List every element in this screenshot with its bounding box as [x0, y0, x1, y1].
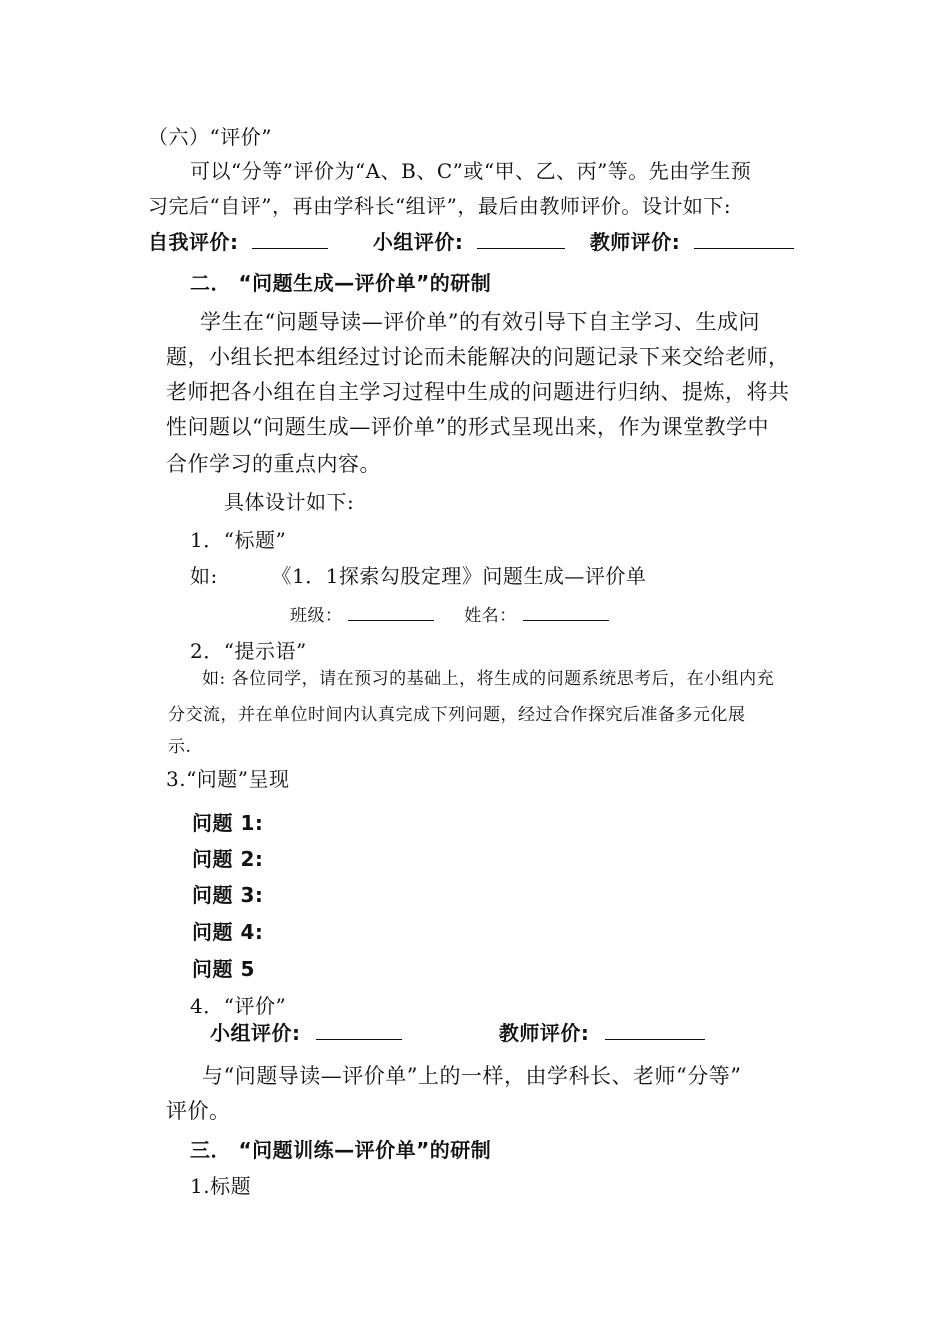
group-eval-blank[interactable]	[316, 1021, 402, 1040]
class-name-row	[290, 602, 609, 629]
teacher-eval-label: 教师评价:	[498, 1021, 590, 1045]
design-intro: 具体设计如下:	[224, 490, 355, 514]
name-label: 姓名：	[464, 606, 517, 626]
paragraph-line: 性问题以“问题生成—评价单”的形式呈现出来，作为课堂教学中	[166, 415, 769, 439]
item-title-1: 1．“标题”	[190, 528, 287, 552]
item-title-3: 3.“问题”呈现	[166, 767, 290, 791]
paragraph-line: 评价。	[166, 1099, 231, 1123]
group-eval-blank[interactable]	[477, 230, 565, 249]
item-title-4: 4．“评价”	[190, 994, 287, 1018]
teacher-eval-blank[interactable]	[694, 230, 794, 249]
eval-row	[148, 229, 794, 255]
hint-line: 示.	[168, 737, 192, 757]
paragraph-line: 可以“分等”评价为“A、B、C”或“甲、乙、丙”等。先由学生预	[190, 159, 752, 183]
paragraph-line: 学生在“问题导读—评价单”的有效引导下自主学习、生成问	[200, 310, 760, 334]
example-prefix: 如:	[190, 564, 218, 588]
group-eval-label: 小组评价:	[210, 1021, 301, 1045]
question-item: 问题 2:	[192, 847, 264, 871]
item-title-2: 2．“提示语”	[190, 639, 307, 663]
paragraph-line: 合作学习的重点内容。	[166, 452, 381, 476]
section-heading-2: 二． “问题生成—评价单”的研制	[190, 271, 492, 295]
name-blank[interactable]	[523, 602, 609, 621]
paragraph-line: 题，小组长把本组经过讨论而未能解决的问题记录下来交给老师，	[166, 345, 790, 369]
group-eval-label: 小组评价:	[372, 230, 464, 254]
class-label: 班级：	[290, 606, 343, 626]
question-item: 问题 5	[192, 957, 255, 981]
hint-line: 分交流，并在单位时间内认真完成下列问题，经过合作探究后准备多元化展	[168, 705, 746, 725]
hint-line: 如: 各位同学，请在预习的基础上，将生成的问题系统思考后，在小组内充	[202, 669, 775, 689]
teacher-eval-label: 教师评价:	[589, 230, 681, 254]
question-item: 问题 3:	[192, 883, 264, 907]
question-item: 问题 1:	[192, 811, 264, 835]
paragraph-line: 老师把各小组在自主学习过程中生成的问题进行归纳、提炼，将共	[166, 380, 790, 404]
teacher-eval-blank[interactable]	[605, 1021, 705, 1040]
question-item: 问题 4:	[192, 920, 264, 944]
example-line	[190, 563, 646, 589]
section-heading-6: （六）“评价”	[148, 125, 272, 149]
eval-row-2	[210, 1020, 705, 1046]
self-eval-blank[interactable]	[252, 230, 328, 249]
paragraph-line: 与“问题导读—评价单”上的一样，由学科长、老师“分等”	[202, 1064, 742, 1088]
paragraph-line: 习完后“自评”，再由学科长“组评”，最后由教师评价。设计如下:	[148, 194, 732, 218]
self-eval-label: 自我评价:	[148, 230, 239, 254]
example-title: 《1．1探索勾股定理》问题生成—评价单	[271, 564, 647, 588]
item-title-1: 1.标题	[190, 1174, 252, 1198]
section-heading-3: 三． “问题训练—评价单”的研制	[190, 1138, 492, 1162]
class-blank[interactable]	[348, 602, 434, 621]
